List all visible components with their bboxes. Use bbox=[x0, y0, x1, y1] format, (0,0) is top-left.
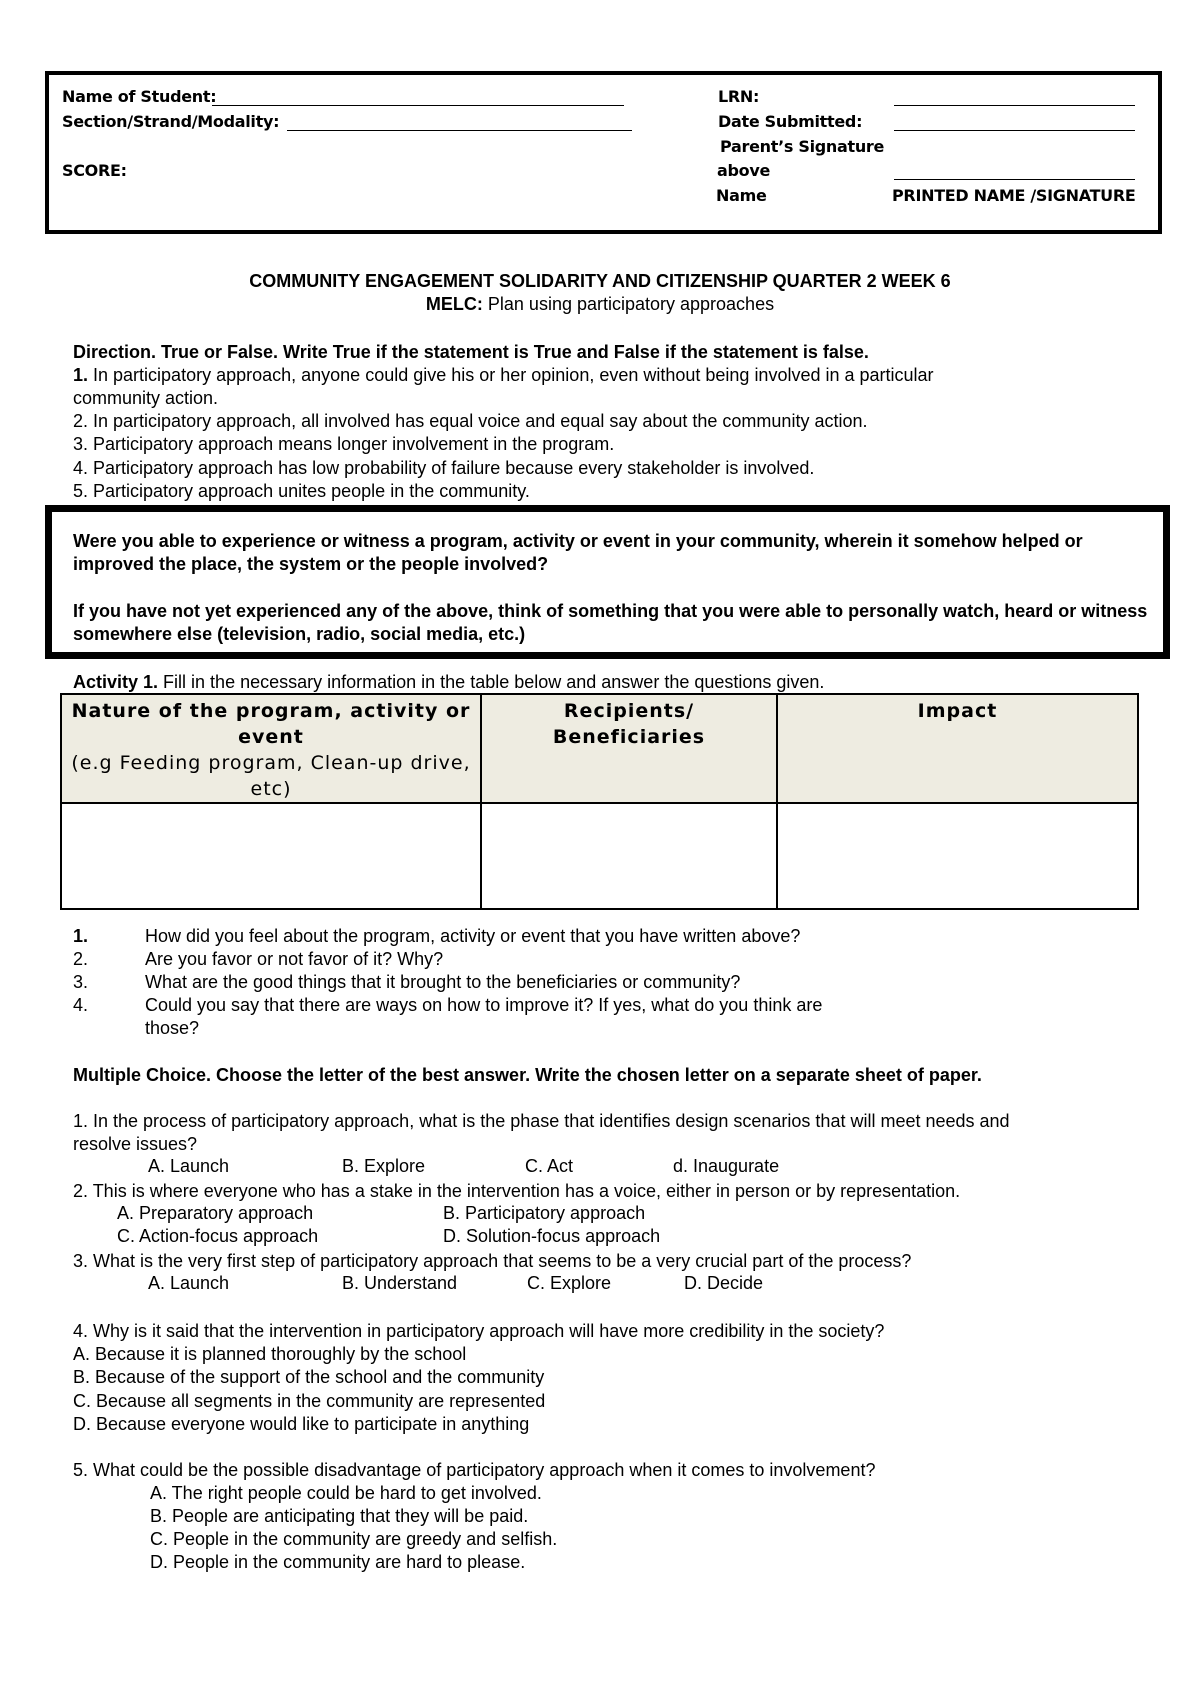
tf-item-1-number: 1. bbox=[73, 365, 89, 385]
mc-question-1-cont: resolve issues? bbox=[73, 1134, 198, 1154]
column-header-nature-sub: (e.g Feeding program, Clean-up drive, etc) bbox=[71, 752, 471, 800]
tf-item-1 bbox=[73, 364, 934, 386]
tf-item-1-text: In participatory approach, anyone could give his or her opinion, even without being involved in a particular bbox=[88, 365, 934, 385]
column-header-nature-main: Nature of the program, activity or event bbox=[71, 700, 471, 748]
mc-option: C. Act bbox=[525, 1156, 574, 1176]
mc-option: B. Understand bbox=[342, 1273, 458, 1293]
activity-text: Fill in the necessary information in the table below and answer the questions given. bbox=[158, 672, 825, 692]
mc-option: C. Action-focus approach bbox=[117, 1226, 319, 1246]
question-number: 4. bbox=[73, 995, 89, 1015]
melc-text: Plan using participatory approaches bbox=[482, 294, 775, 314]
mc-option: C. People in the community are greedy and selfish. bbox=[150, 1529, 558, 1549]
callout-paragraph-1: Were you able to experience or witness a program, activity or event in your community, wherein it somehow helped or improved the place, the system or the people involved? bbox=[73, 531, 1083, 574]
mc-option: A. The right people could be hard to get involved. bbox=[150, 1483, 542, 1503]
cell-recipients-answer[interactable] bbox=[481, 803, 777, 909]
mc-option: A. Launch bbox=[148, 1156, 230, 1176]
tf-item-2: 2. In participatory approach, all involved has equal voice and equal say about the community action. bbox=[73, 411, 868, 431]
column-header-impact: Impact bbox=[777, 694, 1138, 803]
student-name-label: Name of Student: bbox=[62, 87, 217, 106]
column-header-recipients: Recipients/ Beneficiaries bbox=[481, 694, 777, 803]
column-header-nature bbox=[61, 694, 481, 803]
student-info-box bbox=[45, 71, 1162, 234]
question-number: 1. bbox=[73, 926, 89, 946]
mc-option: d. Inaugurate bbox=[673, 1156, 780, 1176]
parent-signature-label: Parent’s Signature bbox=[720, 137, 885, 156]
activity-instruction bbox=[73, 671, 824, 693]
melc-line bbox=[0, 294, 1200, 315]
mc-option: A. Preparatory approach bbox=[117, 1203, 314, 1223]
mc-option: A. Launch bbox=[148, 1273, 230, 1293]
question-number: 2. bbox=[73, 949, 89, 969]
mc-question-3: 3. What is the very first step of participatory approach that seems to be a very crucial part of the process? bbox=[73, 1251, 912, 1271]
melc-label: MELC: bbox=[425, 294, 483, 314]
tf-item-3: 3. Participatory approach means longer involvement in the program. bbox=[73, 434, 615, 454]
activity-label: Activity 1. bbox=[73, 672, 159, 692]
date-submitted-line[interactable] bbox=[894, 130, 1135, 131]
tf-item-1-cont: community action. bbox=[73, 388, 219, 408]
tf-item-5: 5. Participatory approach unites people in the community. bbox=[73, 481, 530, 501]
question-text: Could you say that there are ways on how to improve it? If yes, what do you think are bbox=[145, 995, 823, 1015]
question-text-cont: those? bbox=[145, 1018, 200, 1038]
tf-item-4: 4. Participatory approach has low probability of failure because every stakeholder is involved. bbox=[73, 458, 815, 478]
mc-question-5: 5. What could be the possible disadvantage of participatory approach when it comes to involvement? bbox=[73, 1460, 876, 1480]
parent-signature-label-2: above bbox=[717, 161, 771, 180]
multiple-choice-direction: Multiple Choice. Choose the letter of the best answer. Write the chosen letter on a separate sheet of paper. bbox=[73, 1065, 982, 1085]
mc-option: B. Because of the support of the school and the community bbox=[73, 1367, 545, 1387]
true-false-direction: Direction. True or False. Write True if the statement is True and False if the statement is false. bbox=[73, 342, 869, 362]
parent-signature-line[interactable] bbox=[894, 179, 1135, 180]
question-text: How did you feel about the program, activity or event that you have written above? bbox=[145, 926, 801, 946]
reflection-callout bbox=[45, 505, 1170, 659]
date-submitted-label: Date Submitted: bbox=[718, 112, 863, 131]
mc-option: C. Explore bbox=[527, 1273, 612, 1293]
mc-option: B. People are anticipating that they will be paid. bbox=[150, 1506, 529, 1526]
student-name-line[interactable] bbox=[212, 105, 624, 106]
mc-question-1: 1. In the process of participatory approach, what is the phase that identifies design scenarios that will meet needs and bbox=[73, 1111, 1010, 1131]
mc-question-2: 2. This is where everyone who has a stake in the intervention has a voice, either in person or by representation. bbox=[73, 1181, 961, 1201]
question-text: What are the good things that it brought to the beneficiaries or community? bbox=[145, 972, 741, 992]
activity-table bbox=[60, 693, 1139, 910]
mc-option: D. Solution-focus approach bbox=[443, 1226, 661, 1246]
printed-name-label: PRINTED NAME /SIGNATURE bbox=[892, 186, 1136, 205]
mc-option: B. Explore bbox=[342, 1156, 426, 1176]
score-label: SCORE: bbox=[62, 161, 127, 180]
cell-nature-answer[interactable] bbox=[61, 803, 481, 909]
mc-option: A. Because it is planned thoroughly by the school bbox=[73, 1344, 467, 1364]
mc-option: C. Because all segments in the community are represented bbox=[73, 1391, 546, 1411]
lrn-label: LRN: bbox=[718, 87, 760, 106]
mc-option: D. Decide bbox=[684, 1273, 764, 1293]
mc-option: D. Because everyone would like to participate in anything bbox=[73, 1414, 530, 1434]
section-line[interactable] bbox=[287, 130, 632, 131]
mc-question-4: 4. Why is it said that the intervention in participatory approach will have more credibility in the society? bbox=[73, 1321, 885, 1341]
question-number: 3. bbox=[73, 972, 89, 992]
question-text: Are you favor or not favor of it? Why? bbox=[145, 949, 444, 969]
section-label: Section/Strand/Modality: bbox=[62, 112, 280, 131]
mc-option: B. Participatory approach bbox=[443, 1203, 646, 1223]
table-row bbox=[61, 803, 1138, 909]
lrn-line[interactable] bbox=[894, 105, 1135, 106]
parent-signature-label-3: Name bbox=[716, 186, 767, 205]
callout-paragraph-2: If you have not yet experienced any of the above, think of something that you were able to personally watch, heard or witness somewhere else (television, radio, social media, etc.) bbox=[73, 601, 1148, 644]
mc-option: D. People in the community are hard to please. bbox=[150, 1552, 526, 1572]
page-title: COMMUNITY ENGAGEMENT SOLIDARITY AND CITIZENSHIP QUARTER 2 WEEK 6 bbox=[249, 271, 951, 291]
cell-impact-answer[interactable] bbox=[777, 803, 1138, 909]
